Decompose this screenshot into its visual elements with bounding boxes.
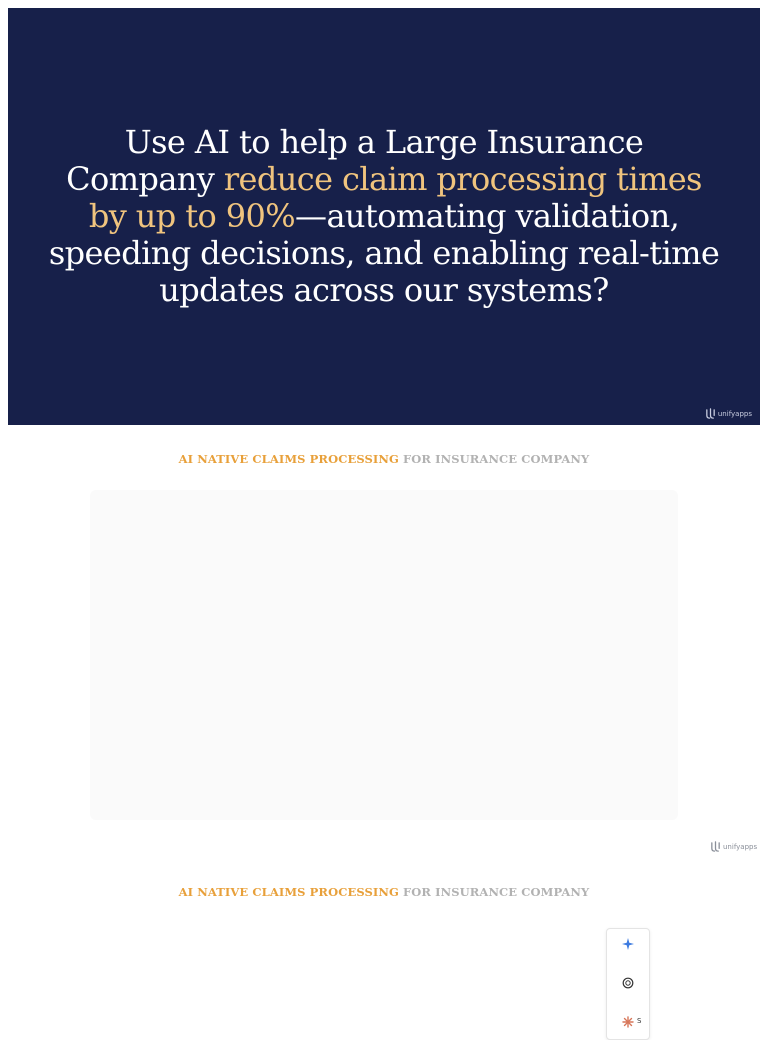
brand-logo xyxy=(705,408,752,419)
slide2-title-rest: FOR INSURANCE COMPANY xyxy=(398,452,590,466)
claude-icon[interactable] xyxy=(607,1010,649,1034)
slide3-title-rest: FOR INSURANCE COMPANY xyxy=(398,885,590,899)
openai-icon[interactable] xyxy=(607,971,649,995)
slide2-title-accent: AI NATIVE CLAIMS PROCESSING xyxy=(178,452,399,466)
slide2-title xyxy=(0,452,768,466)
slide-headline xyxy=(46,124,722,309)
brand-logo-text: unifyapps xyxy=(717,409,752,418)
unifyapps-logo-icon xyxy=(705,408,716,419)
headline-highlight: reduce claim processing times by up to 90% xyxy=(88,160,702,235)
brand-logo-text: unifyapps xyxy=(723,842,758,851)
brand-logo-2 xyxy=(710,841,757,852)
sparkle-icon[interactable] xyxy=(607,932,649,956)
headline-text-rest: —automating validation, speeding decisions, and enabling real-time updates across our systems? xyxy=(48,197,720,309)
diagram-placeholder xyxy=(90,490,678,820)
model-selector-rail xyxy=(606,928,650,1040)
slide3-title-accent: AI NATIVE CLAIMS PROCESSING xyxy=(178,885,399,899)
title-slide xyxy=(8,8,760,425)
slide3-title xyxy=(0,885,768,899)
headline-text: Use AI to help a Large Insurance Company xyxy=(66,123,644,198)
rail-label: S xyxy=(637,1017,642,1025)
unifyapps-logo-icon xyxy=(710,841,721,852)
